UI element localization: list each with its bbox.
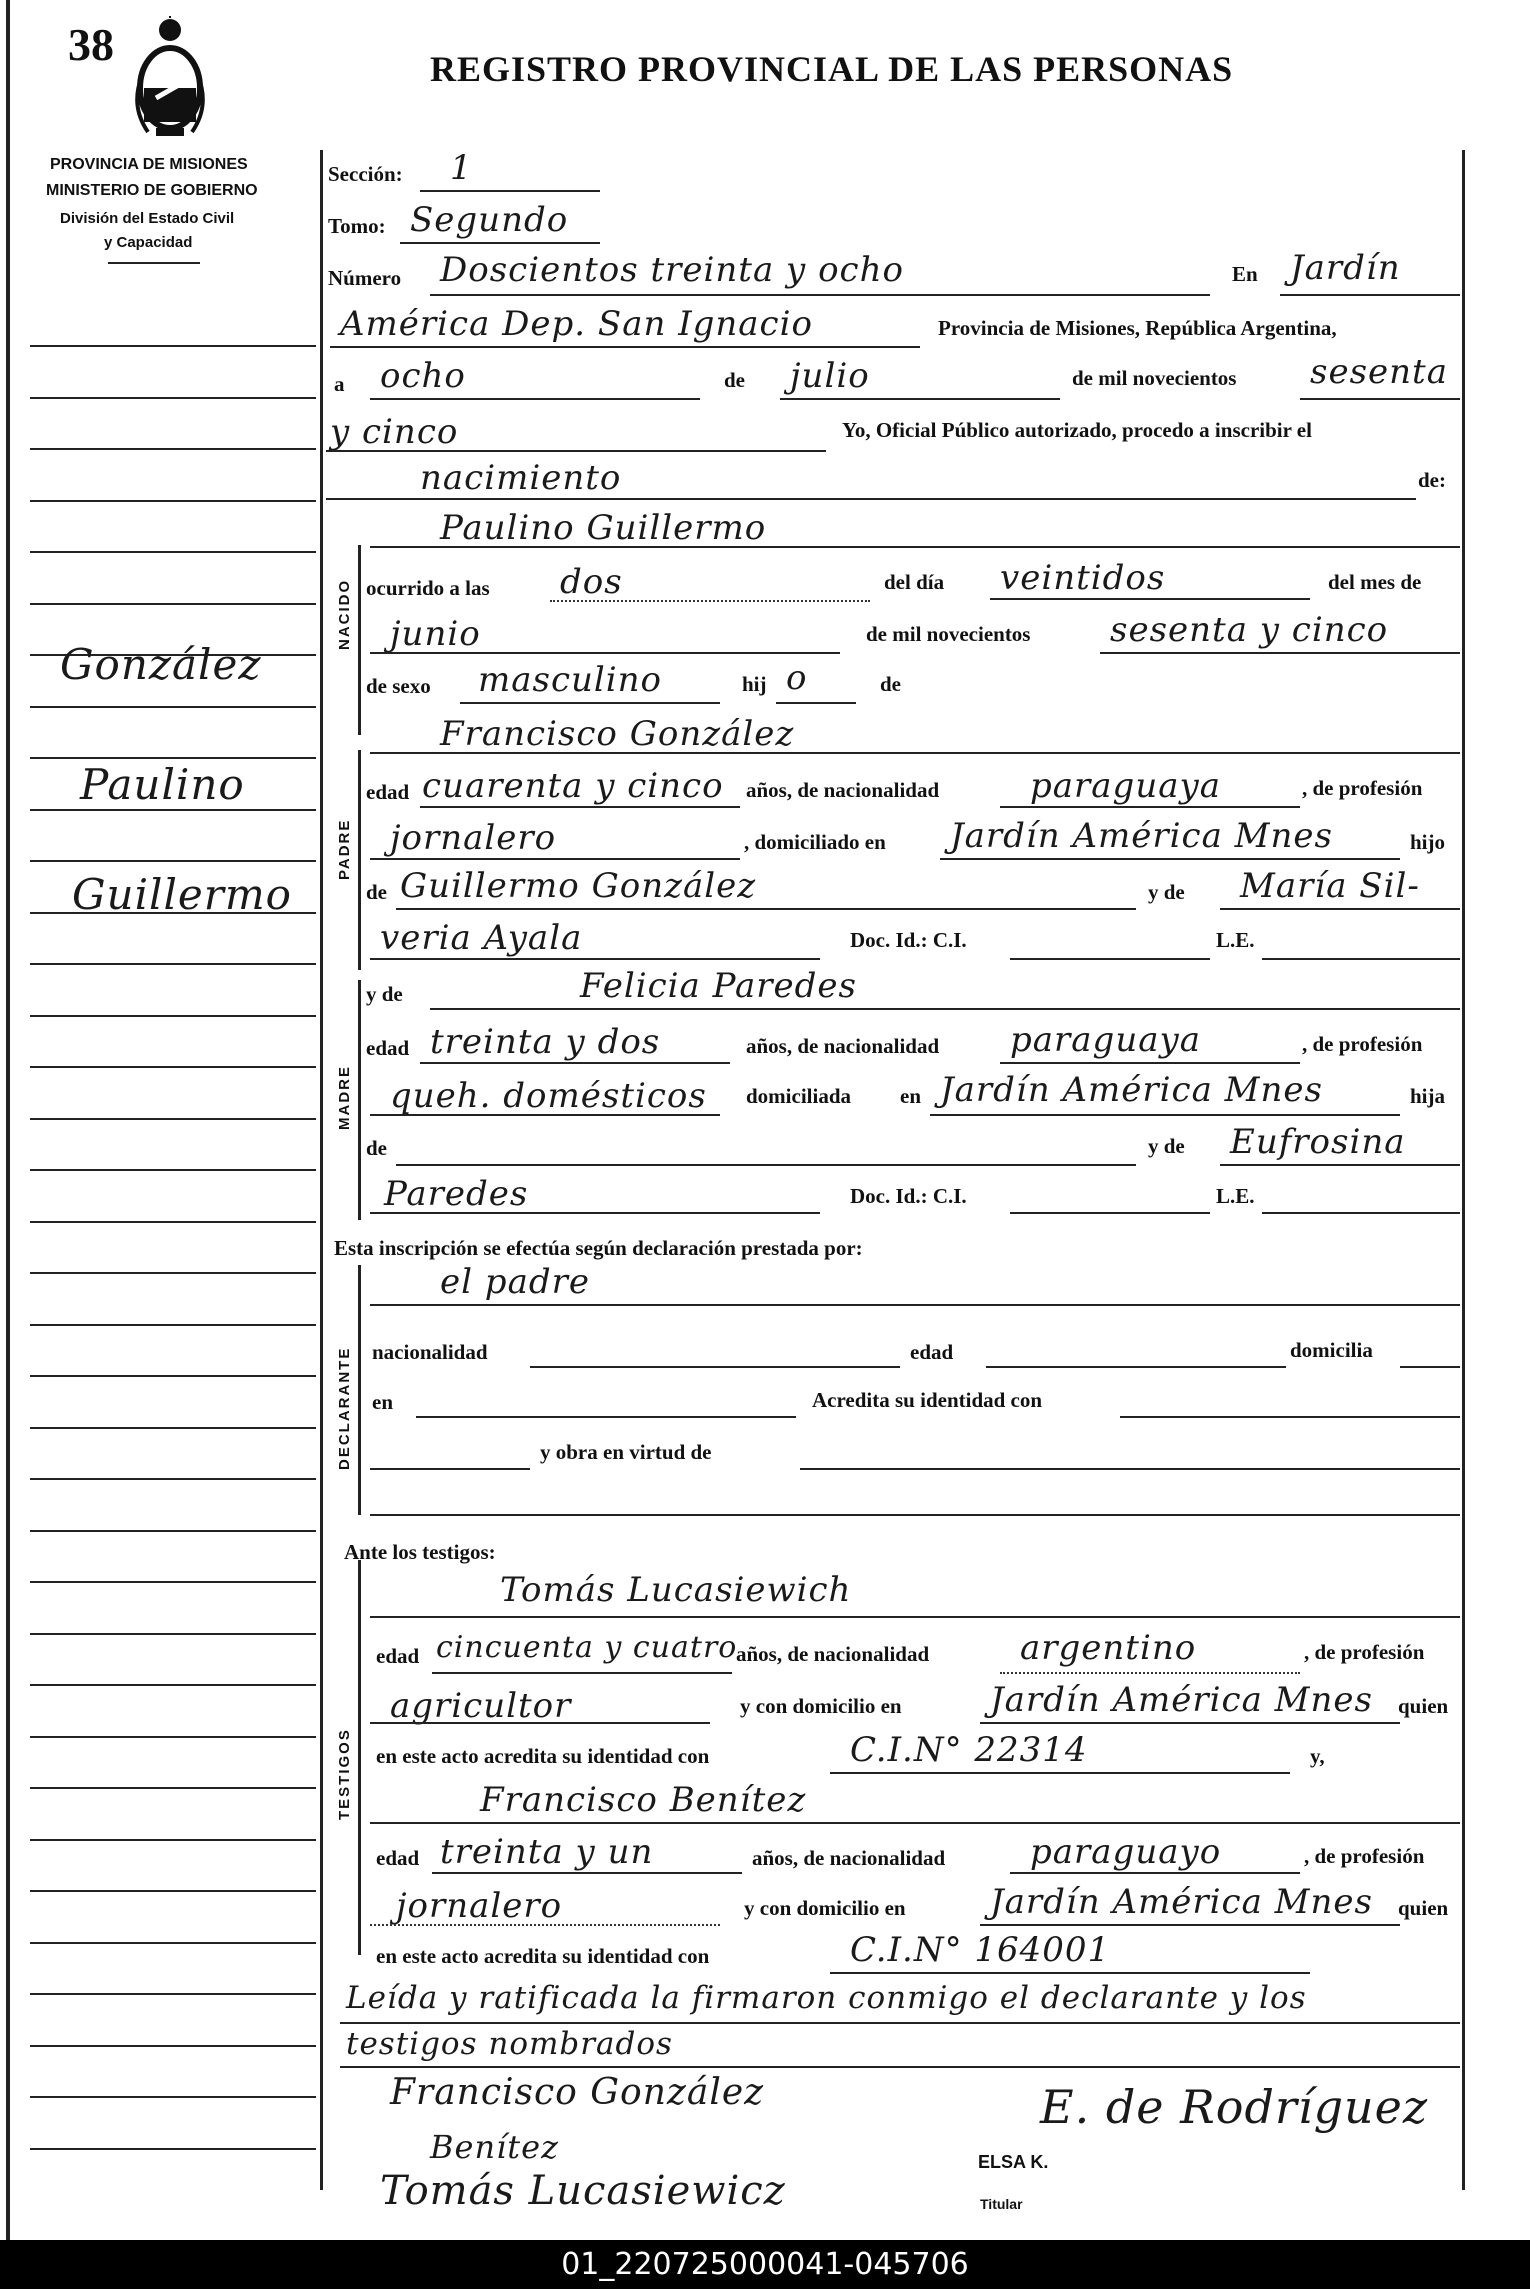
label-del-mes: del mes de bbox=[1328, 570, 1422, 594]
rule bbox=[830, 1772, 1290, 1774]
label-hija: hija bbox=[1410, 1084, 1446, 1108]
margin-rule bbox=[30, 603, 316, 605]
label-t1-edad: edad bbox=[376, 1644, 420, 1668]
rule bbox=[370, 1722, 710, 1724]
rule bbox=[986, 1366, 1286, 1368]
rule bbox=[1000, 1062, 1300, 1064]
label-del-dia: del día bbox=[884, 570, 945, 594]
value-dia-nac: veintidos bbox=[1000, 558, 1166, 598]
margin-rule bbox=[30, 1118, 316, 1120]
rule bbox=[326, 498, 1416, 500]
label-de-mil-nac: de mil novecientos bbox=[866, 622, 1031, 646]
value-anio-b: y cinco bbox=[330, 412, 459, 452]
rule bbox=[1400, 1366, 1460, 1368]
label-madre-prof: , de profesión bbox=[1302, 1032, 1423, 1056]
label-t1-acto: en este acto acredita su identidad con bbox=[376, 1744, 710, 1768]
rule bbox=[396, 1164, 1136, 1166]
label-t2-quien: quien bbox=[1398, 1896, 1449, 1920]
rule bbox=[1220, 908, 1460, 910]
rule bbox=[340, 2066, 1460, 2068]
rule bbox=[780, 398, 1060, 400]
issuer-line-1: PROVINCIA DE MISIONES bbox=[50, 156, 248, 173]
label-seccion: Sección: bbox=[328, 162, 403, 186]
margin-rule bbox=[30, 963, 316, 965]
value-t1-dom: Jardín América Mnes bbox=[990, 1680, 1373, 1720]
label-y-de-madre: y de bbox=[366, 982, 403, 1006]
value-testigo2: Francisco Benítez bbox=[480, 1780, 807, 1820]
rule bbox=[370, 958, 820, 960]
tag-testigos: TESTIGOS bbox=[336, 1728, 353, 1820]
value-t1-edad: cincuenta y cuatro bbox=[436, 1630, 738, 1665]
rule bbox=[370, 858, 740, 860]
label-obra: y obra en virtud de bbox=[540, 1440, 712, 1464]
margin-rule bbox=[30, 1581, 316, 1583]
label-a: a bbox=[334, 372, 345, 396]
rule bbox=[340, 2022, 1460, 2024]
tag-declarante: DECLARANTE bbox=[336, 1346, 353, 1470]
label-hijo: hijo bbox=[1410, 830, 1446, 854]
value-mes: julio bbox=[790, 356, 870, 396]
value-sexo: masculino bbox=[478, 660, 663, 700]
value-numero: Doscientos treinta y ocho bbox=[440, 250, 904, 290]
label-t2-edad: edad bbox=[376, 1846, 420, 1870]
image-footer-id: 01_220725000041-045706 bbox=[0, 2240, 1530, 2289]
issuer-line-2: MINISTERIO DE GOBIERNO bbox=[46, 182, 258, 199]
value-padre-nombre: Francisco González bbox=[440, 714, 795, 754]
rule bbox=[370, 1304, 1460, 1306]
rule bbox=[370, 1468, 530, 1470]
tag-nacido: NACIDO bbox=[336, 578, 353, 650]
label-doc-padre: Doc. Id.: C.I. bbox=[850, 928, 967, 952]
value-lugar: América Dep. San Ignacio bbox=[340, 304, 813, 344]
label-y-de-padre: y de bbox=[1148, 880, 1185, 904]
rule bbox=[400, 242, 600, 244]
rule bbox=[550, 600, 870, 602]
label-doc-madre: Doc. Id.: C.I. bbox=[850, 1184, 967, 1208]
label-tomo: Tomo: bbox=[328, 214, 386, 238]
margin-rule bbox=[30, 2045, 316, 2047]
margin-rule bbox=[30, 757, 316, 759]
rule bbox=[1280, 294, 1460, 296]
margin-first-name: Paulino bbox=[80, 760, 245, 809]
margin-rule bbox=[30, 1942, 316, 1944]
rule bbox=[776, 702, 856, 704]
rule bbox=[930, 1114, 1400, 1116]
label-en: En bbox=[1232, 262, 1258, 286]
rule bbox=[370, 1514, 1460, 1516]
value-declarante: el padre bbox=[440, 1262, 590, 1302]
rule bbox=[800, 1468, 1460, 1470]
rule bbox=[370, 1212, 820, 1214]
signature-witness-2: Benítez bbox=[430, 2128, 559, 2166]
margin-rule bbox=[30, 1890, 316, 1892]
rule bbox=[370, 1822, 1460, 1824]
margin-rule bbox=[30, 1375, 316, 1377]
rule bbox=[370, 652, 840, 654]
value-madre-edad: treinta y dos bbox=[430, 1022, 661, 1062]
margin-surname: González bbox=[60, 640, 262, 689]
value-t1-prof: agricultor bbox=[390, 1686, 572, 1726]
page-number: 38 bbox=[68, 19, 114, 70]
margin-rule bbox=[30, 2148, 316, 2150]
label-madre-nac: años, de nacionalidad bbox=[746, 1034, 940, 1058]
margin-rule bbox=[30, 706, 316, 708]
value-dia: ocho bbox=[380, 356, 466, 396]
label-t1-nac: años, de nacionalidad bbox=[736, 1642, 930, 1666]
label-de-madre-padre: de bbox=[366, 1136, 387, 1160]
rule bbox=[1262, 1212, 1460, 1214]
value-madre-nac: paraguaya bbox=[1010, 1020, 1201, 1060]
label-t1-prof: , de profesión bbox=[1304, 1640, 1425, 1664]
rule bbox=[420, 1062, 730, 1064]
testigos-bracket bbox=[358, 1560, 361, 1955]
label-sexo: de sexo bbox=[366, 674, 431, 698]
rule bbox=[940, 858, 1400, 860]
label-t2-nac: años, de nacionalidad bbox=[752, 1846, 946, 1870]
rule bbox=[396, 908, 1136, 910]
value-en: Jardín bbox=[1290, 248, 1401, 288]
label-t2-prof: , de profesión bbox=[1304, 1844, 1425, 1868]
rule bbox=[1100, 652, 1460, 654]
rule bbox=[1000, 1672, 1300, 1674]
value-nombre: Paulino Guillermo bbox=[440, 508, 767, 548]
rule bbox=[1010, 1872, 1300, 1874]
label-madre-edad: edad bbox=[366, 1036, 410, 1060]
label-y-de-madre-madre: y de bbox=[1148, 1134, 1185, 1158]
label-ante-testigos: Ante los testigos: bbox=[344, 1540, 496, 1564]
margin-rule bbox=[30, 1015, 316, 1017]
label-yo-oficial: Yo, Oficial Público autorizado, procedo a inscribir el bbox=[842, 418, 1312, 442]
value-t2-id: C.I.N° 164001 bbox=[850, 1930, 1111, 1970]
value-mes-nac: junio bbox=[390, 614, 481, 654]
value-padre-padre: Guillermo González bbox=[400, 866, 757, 906]
value-madre-prof: queh. domésticos bbox=[390, 1076, 707, 1116]
label-le-madre: L.E. bbox=[1216, 1184, 1255, 1208]
label-hij: hij bbox=[742, 672, 767, 696]
rule bbox=[980, 1924, 1400, 1926]
value-padre-dom: Jardín América Mnes bbox=[950, 816, 1333, 856]
value-t2-nac: paraguayo bbox=[1030, 1832, 1222, 1872]
rule bbox=[330, 346, 920, 348]
rule bbox=[432, 1672, 732, 1674]
rule bbox=[370, 752, 1460, 754]
label-de-mes: de bbox=[724, 368, 745, 392]
label-de-hij: de bbox=[880, 672, 901, 696]
margin-rule bbox=[30, 1272, 316, 1274]
value-madre-madre-b: Paredes bbox=[384, 1174, 529, 1214]
declarante-bracket bbox=[358, 1265, 361, 1515]
value-t2-edad: treinta y un bbox=[440, 1832, 654, 1872]
value-padre-prof: jornalero bbox=[390, 818, 557, 858]
value-t2-dom: Jardín América Mnes bbox=[990, 1882, 1373, 1922]
margin-rule bbox=[30, 1169, 316, 1171]
document-title: REGISTRO PROVINCIAL DE LAS PERSONAS bbox=[430, 49, 1234, 89]
value-t1-id: C.I.N° 22314 bbox=[850, 1730, 1088, 1770]
margin-rule bbox=[30, 500, 316, 502]
label-decl-en: en bbox=[372, 1390, 393, 1414]
margin-rule bbox=[30, 1066, 316, 1068]
label-padre-edad: edad bbox=[366, 780, 410, 804]
rule bbox=[370, 1114, 720, 1116]
margin-middle-name: Guillermo bbox=[72, 870, 292, 919]
margin-rule bbox=[30, 448, 316, 450]
value-madre-nombre: Felicia Paredes bbox=[580, 966, 857, 1006]
rule bbox=[416, 1416, 796, 1418]
tag-madre: MADRE bbox=[336, 1065, 353, 1130]
margin-rule bbox=[30, 2096, 316, 2098]
value-padre-madre-b: veria Ayala bbox=[380, 918, 583, 958]
value-madre-dom: Jardín América Mnes bbox=[940, 1070, 1323, 1110]
label-padre-nac: años, de nacionalidad bbox=[746, 778, 940, 802]
value-anio-nac: sesenta y cinco bbox=[1110, 610, 1389, 650]
label-padre-prof: , de profesión bbox=[1302, 776, 1423, 800]
rule bbox=[1220, 1164, 1460, 1166]
label-de-mil: de mil novecientos bbox=[1072, 366, 1237, 390]
form-right-border bbox=[1462, 150, 1465, 2190]
signature-declarant: Francisco González bbox=[390, 2072, 765, 2113]
rule bbox=[1010, 1212, 1210, 1214]
label-provincia: Provincia de Misiones, República Argentina, bbox=[938, 316, 1337, 340]
value-acto: nacimiento bbox=[420, 458, 622, 498]
rule bbox=[430, 294, 1210, 296]
rule bbox=[430, 1008, 1460, 1010]
value-madre-madre-a: Eufrosina bbox=[1230, 1122, 1406, 1162]
issuer-line-4: y Capacidad bbox=[104, 234, 193, 251]
rule bbox=[990, 598, 1310, 600]
label-domiciliada: domiciliada bbox=[746, 1084, 852, 1108]
rule bbox=[432, 1872, 742, 1874]
value-t1-nac: argentino bbox=[1020, 1628, 1197, 1668]
value-t2-prof: jornalero bbox=[396, 1886, 563, 1926]
rule bbox=[420, 190, 600, 192]
rule bbox=[460, 702, 720, 704]
margin-rule bbox=[30, 1839, 316, 1841]
value-testigo1: Tomás Lucasiewich bbox=[500, 1570, 852, 1610]
nacido-bracket bbox=[358, 545, 361, 735]
margin-rule bbox=[30, 860, 316, 862]
margin-rule bbox=[30, 1324, 316, 1326]
margin-rule bbox=[30, 551, 316, 553]
label-numero: Número bbox=[328, 266, 402, 290]
margin-rule bbox=[30, 1684, 316, 1686]
label-decl-nac: nacionalidad bbox=[372, 1340, 488, 1364]
value-hij-suffix: o bbox=[786, 658, 808, 698]
rule bbox=[370, 1924, 720, 1926]
margin-rule bbox=[30, 1633, 316, 1635]
value-anio-a: sesenta bbox=[1310, 352, 1448, 392]
rule bbox=[980, 1722, 1400, 1724]
label-decl-domicilia: domicilia bbox=[1290, 1338, 1373, 1362]
signature-witness-1: Tomás Lucasiewicz bbox=[380, 2168, 786, 2214]
label-t1-dom: y con domicilio en bbox=[740, 1694, 902, 1718]
label-madre-en: en bbox=[900, 1084, 921, 1108]
margin-rule bbox=[30, 1736, 316, 1738]
margin-rule bbox=[30, 345, 316, 347]
margin-rule bbox=[30, 1427, 316, 1429]
value-padre-madre-a: María Sil- bbox=[1240, 866, 1420, 906]
rule bbox=[1010, 958, 1210, 960]
rule bbox=[370, 546, 1460, 548]
signature-official: E. de Rodríguez bbox=[1040, 2080, 1429, 2134]
rule bbox=[1120, 1416, 1460, 1418]
margin-rule bbox=[30, 1221, 316, 1223]
stamp-name: ELSA K. bbox=[978, 2152, 1049, 2172]
label-t1-quien: quien bbox=[1398, 1694, 1449, 1718]
value-seccion: 1 bbox=[450, 148, 473, 188]
rule bbox=[1262, 958, 1460, 960]
closing-line-2: testigos nombrados bbox=[346, 2026, 673, 2062]
issuer-underline bbox=[108, 262, 200, 264]
label-le-padre: L.E. bbox=[1216, 928, 1255, 952]
label-ocurrido: ocurrido a las bbox=[366, 576, 490, 600]
closing-line-1: Leída y ratificada la firmaron conmigo el declarante y los bbox=[346, 1980, 1307, 2016]
label-de-padre-padre: de bbox=[366, 880, 387, 904]
rule bbox=[370, 398, 700, 400]
label-declaracion: Esta inscripción se efectúa según declaración prestada por: bbox=[334, 1236, 863, 1260]
margin-rule bbox=[30, 1478, 316, 1480]
padre-bracket bbox=[358, 750, 361, 970]
value-tomo: Segundo bbox=[410, 200, 569, 240]
rule bbox=[830, 1972, 1310, 1974]
form-left-border bbox=[320, 150, 323, 2190]
binding-edge bbox=[6, 0, 10, 2240]
margin-rule bbox=[30, 397, 316, 399]
label-domiciliado: , domiciliado en bbox=[744, 830, 886, 854]
tag-padre: PADRE bbox=[336, 818, 353, 880]
rule bbox=[1300, 398, 1460, 400]
label-acredita: Acredita su identidad con bbox=[812, 1388, 1043, 1412]
stamp-title: Titular bbox=[980, 2196, 1023, 2212]
label-de-colon: de: bbox=[1418, 468, 1446, 492]
label-t1-y: y, bbox=[1310, 1744, 1325, 1768]
value-hora: dos bbox=[560, 562, 623, 602]
rule bbox=[530, 1366, 900, 1368]
value-padre-nac: paraguaya bbox=[1030, 766, 1221, 806]
rule bbox=[326, 450, 826, 452]
madre-bracket bbox=[358, 980, 361, 1220]
label-t2-dom: y con domicilio en bbox=[744, 1896, 906, 1920]
value-padre-edad: cuarenta y cinco bbox=[422, 766, 724, 806]
margin-rule bbox=[30, 1993, 316, 1995]
issuer-line-3: División del Estado Civil bbox=[60, 210, 235, 227]
margin-rule bbox=[30, 1787, 316, 1789]
rule bbox=[1000, 806, 1300, 808]
rule bbox=[370, 1616, 1460, 1618]
coat-of-arms bbox=[128, 16, 212, 145]
rule bbox=[420, 806, 740, 808]
margin-rule bbox=[30, 1530, 316, 1532]
label-decl-edad: edad bbox=[910, 1340, 954, 1364]
label-t2-acto: en este acto acredita su identidad con bbox=[376, 1944, 710, 1968]
